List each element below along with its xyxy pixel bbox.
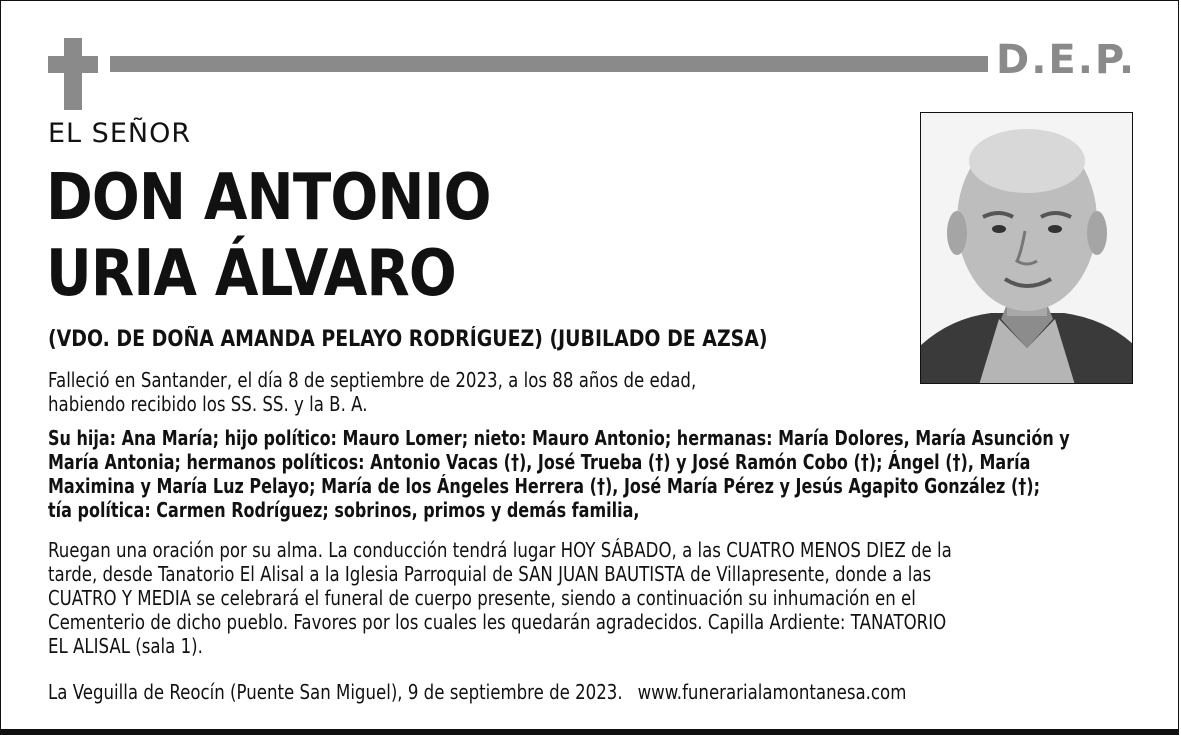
portrait-photo <box>920 112 1133 384</box>
cross-icon-bar <box>48 56 98 73</box>
family-list <box>48 426 1070 522</box>
family-line: María Antonia; hermanos políticos: Antonio Vacas (†), José Trueba (†) y José Ramón Cobo (†); Ángel (†), María <box>48 450 1031 474</box>
death-notice <box>48 368 696 416</box>
service-line: EL ALISAL (sala 1). <box>48 634 203 658</box>
subtitle: (VDO. DE DOÑA AMANDA PELAYO RODRÍGUEZ) (JUBILADO DE AZSA) <box>48 327 768 352</box>
name-line-2: URIA ÁLVARO <box>46 237 456 311</box>
cross-icon <box>64 38 82 110</box>
family-line: tía política: Carmen Rodríguez; sobrinos, primos y demás familia, <box>48 498 640 522</box>
family-line: Maximina y María Luz Pelayo; María de los Ángeles Herrera (†), José María Pérez y Jesús Agapito González (†); <box>48 474 1040 498</box>
family-line: Su hija: Ana María; hijo político: Mauro Lomer; nieto: Mauro Antonio; hermanas: María Dolores, María Asunción y <box>48 426 1070 450</box>
service-line: Cementerio de dicho pueblo. Favores por los cuales les quedarán agradecidos. Capilla Ardiente: TANATORIO <box>48 610 947 634</box>
dep-label: D.E.P. <box>996 37 1137 83</box>
footer <box>48 680 906 704</box>
deceased-name <box>46 160 491 312</box>
service-line: Ruegan una oración por su alma. La conducción tendrá lugar HOY SÁBADO, a las CUATRO MENOS DIEZ de la <box>48 538 952 562</box>
service-line: tarde, desde Tanatorio El Alisal a la Iglesia Parroquial de SAN JUAN BAUTISTA de Villapresente, donde a las <box>48 562 932 586</box>
place-date: La Veguilla de Reocín (Puente San Miguel), 9 de septiembre de 2023. <box>48 680 623 704</box>
website-link[interactable]: www.funerarialamontanesa.com <box>637 680 907 704</box>
service-line: CUATRO Y MEDIA se celebrará el funeral de cuerpo presente, siendo a continuación su inhumación en el <box>48 586 916 610</box>
death-line: habiendo recibido los SS. SS. y la B. A. <box>48 392 368 416</box>
service-details <box>48 538 952 658</box>
name-line-1: DON ANTONIO <box>46 161 491 235</box>
title-prefix: EL SEÑOR <box>48 118 192 149</box>
header-rule <box>110 56 988 72</box>
death-line: Falleció en Santander, el día 8 de septiembre de 2023, a los 88 años de edad, <box>48 368 697 392</box>
portrait-photo-icon <box>921 113 1133 384</box>
